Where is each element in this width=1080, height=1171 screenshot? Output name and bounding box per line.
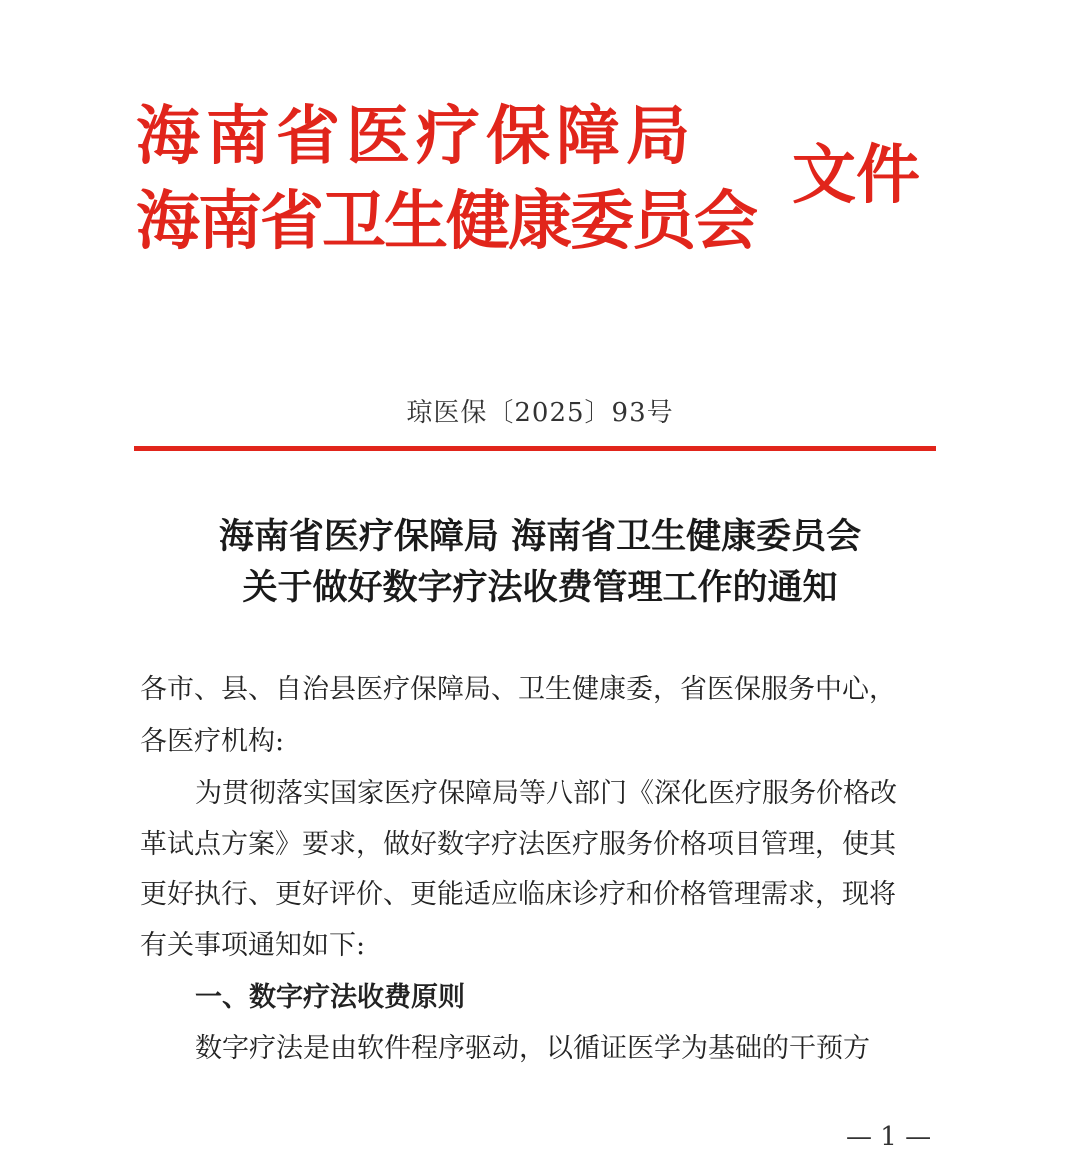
issuer-name-health-commission: 海南省卫生健康委员会	[136, 185, 756, 259]
paragraph-line: 数字疗法是由软件程序驱动，以循证医学为基础的干预方	[195, 1033, 870, 1064]
document-title-line-1: 海南省医疗保障局 海南省卫生健康委员会	[218, 516, 862, 557]
addressee-line: 各医疗机构:	[140, 726, 285, 757]
document-type-label: 文件	[792, 139, 920, 213]
paragraph-line: 有关事项通知如下:	[140, 930, 366, 961]
document-title-line-2: 关于做好数字疗法收费管理工作的通知	[242, 567, 838, 608]
issuer-name-medical-security: 海南省医疗保障局	[136, 100, 696, 174]
section-heading: 一、数字疗法收费原则	[195, 982, 465, 1013]
page-number: — 1 —	[846, 1122, 932, 1152]
addressee-line: 各市、县、自治县医疗保障局、卫生健康委，省医保服务中心，	[140, 674, 896, 705]
paragraph-line: 革试点方案》要求，做好数字疗法医疗服务价格项目管理，使其	[140, 829, 896, 860]
paragraph-line: 更好执行、更好评价、更能适应临床诊疗和价格管理需求，现将	[140, 879, 896, 910]
letterhead-divider	[134, 446, 936, 451]
paragraph-line: 为贯彻落实国家医疗保障局等八部门《深化医疗服务价格改	[195, 778, 897, 809]
document-number: 琼医保〔2025〕93号	[406, 398, 674, 428]
